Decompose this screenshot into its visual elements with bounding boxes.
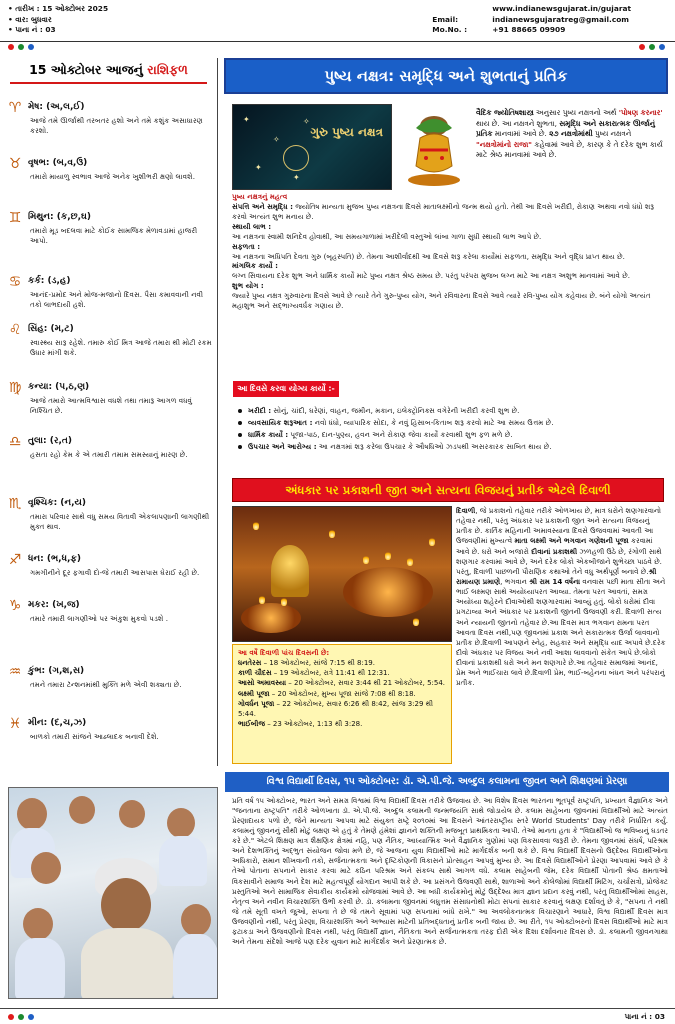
date-key: ધનતેરસ: [238, 659, 262, 668]
text-run: "નક્ષત્રોમાંનો રાજા": [476, 139, 532, 149]
constellation-ring: [283, 145, 309, 171]
zodiac-head: [6, 100, 218, 116]
header-page: • પાના નં : 03: [8, 25, 56, 35]
zodiac-sign-icon: ♈: [8, 100, 22, 116]
importance-point: [232, 232, 668, 242]
task-value: સોનું, ચાંદી, ઘરેણાં, વાહન, જમીન, મકાન, ઇલેક્ટ્રોનિક્સ વગેરેની ખરીદી કરવી શુભ છે.: [271, 406, 520, 415]
header-website[interactable]: www.indianewsgujarat.in/gujarat: [492, 4, 631, 13]
pushya-importance: [232, 192, 668, 311]
point-value: લગ્ન સિવાયના દરેક શુભ અને ધાર્મિક કાર્યો માટે પુષ્ય નક્ષત્ર શ્રેષ્ઠ સમય છે. પરંતુ પરંપરા મુજબ લગ્ન માટે આ નક્ષત્ર અશુભ માનવામાં આવે છે.: [232, 271, 630, 281]
task-value: નવો ધંધો, વ્યાપારિક સોદા, કે નવું હિસાબ-કિતાબ શરૂ કરવો માટે આ સમય ઉત્તમ છે.: [312, 417, 554, 427]
diya-flame: [253, 521, 259, 530]
text-run: શ્રી રામાયણ પ્રમાણે: [456, 566, 657, 586]
importance-point: [232, 271, 668, 281]
zodiac-head: [6, 380, 218, 396]
point-key: શુભ યોગ :: [232, 281, 264, 291]
header-contact: [432, 4, 631, 36]
zodiac-sign-icon: ♏: [8, 496, 22, 512]
tasks-tag: આ દિવસે કરવા યોગ્ય કાર્યો :-: [233, 381, 339, 397]
footer-page-number: પાના નં : 03: [624, 1012, 665, 1021]
dates-list: [238, 658, 446, 729]
zodiac-head: [6, 598, 218, 614]
task-key: વ્યવસાયિક શરૂઆત :: [248, 417, 313, 427]
importance-point: [232, 222, 668, 232]
zodiac-sign-icon: ♊: [8, 210, 22, 226]
zodiac-entry: [6, 156, 218, 182]
text-run: દીવાનાં પ્રકાશથી: [531, 546, 578, 556]
zodiac-entry: [6, 274, 218, 309]
student-face: [23, 908, 53, 940]
date-value: – 23 ઓક્ટોબર, 1:13 થી 3:28.: [264, 719, 363, 728]
diwali-dates-box: [232, 644, 452, 764]
zodiac-sign-icon: ♑: [8, 598, 22, 614]
date-value: – 18 ઓક્ટોબર, સાંજે 7:15 થી 8:19.: [261, 659, 375, 668]
zodiac-name: મીન: (દ,ચ,ઝ): [28, 718, 87, 729]
task-value: આ નક્ષત્રમાં શરૂ કરેલા ઉપચાર કે ઔષધિઓ ઝડપથી અસરકારક સાબિત થાય છે.: [316, 441, 552, 451]
title-underline: [10, 82, 207, 84]
zodiac-entry: [6, 100, 218, 135]
student-face: [31, 852, 61, 884]
text-run: કહેવામાં આવે છે, કારણ કે તે દરેક શુભ કાર્ય માટે શ્રેષ્ઠ માનવામાં આવે છે.: [476, 139, 663, 160]
date-key: લક્ષ્મી પૂજા: [238, 689, 270, 698]
color-dots-right: [639, 44, 665, 50]
importance-heading: પુષ્ય નક્ષત્રનું મહત્વ: [232, 192, 288, 201]
zodiac-head: [6, 552, 218, 568]
point-value: આ નક્ષત્રના અધિપતિ દેવતા ગુરુ (બૃહસ્પતિ) છે. તેમના આશીર્વાદથી આ દિવસે શરૂ કરેલા કાર્યોમાં સફળતા, સમૃદ્ધિ અને વૃદ્ધિ પ્રાપ્ત થાય છે.: [232, 251, 625, 261]
zodiac-entry: [6, 322, 218, 357]
kalash-icon: [396, 104, 472, 190]
text-run: માનવામાં આવે છે.: [492, 129, 550, 139]
zodiac-prediction: તમારો માયાળુ સ્વભાવ આજે અનેક ખુશીભરી ક્ષણો લાવશે.: [30, 172, 195, 181]
diya-flame: [413, 617, 419, 626]
tasks-list: [236, 405, 666, 453]
text-run: વૈદિક જ્યોતિષશાસ્ત્ર: [476, 108, 534, 117]
zodiac-name: મેષ: (અ,લ,ઈ): [28, 102, 85, 113]
importance-points: [232, 202, 668, 311]
zodiac-name: સિંહ: (મ,ટ): [28, 324, 74, 335]
date-key: આસો અમાવસ્યા: [238, 679, 287, 688]
text-run: થાય છે. આ નક્ષત્રને શુભતા,: [476, 118, 560, 128]
kalam-face: [101, 878, 151, 932]
zodiac-name: કર્ક: (ડ,હ): [28, 276, 71, 287]
text-run: શ્રી રામ 14 વર્ષના: [529, 576, 581, 586]
text-run: દિવાળી: [456, 506, 476, 515]
diya-plate: [343, 567, 433, 617]
task-item: [236, 417, 666, 429]
email-label: Email:: [432, 14, 459, 24]
red-dot: [8, 1014, 14, 1020]
point-key: માંગલિક કાર્યો :: [232, 261, 278, 271]
zodiac-entry: [6, 716, 218, 742]
date-key: ગોવર્ધન પૂજા: [238, 699, 275, 708]
zodiac-sign-icon: ♋: [8, 274, 22, 290]
zodiac-name: મિથુન: (ક,છ,ઘ): [28, 212, 91, 223]
point-value: જ્યારે પુષ્ય નક્ષત્ર ગુરુવારના દિવસે આવે છે ત્યારે તેને ગુરુ-પુષ્ય યોગ, અને રવિવારના દિવસે આવે ત્યારે રવિ-પુષ્ય યોગ કહેવાય છે. બંને યોગો અત્યંત મહાશુભ અને સદ્ભાગ્યવર્ધક ગણાય છે.: [232, 291, 651, 311]
star-icon: ✧: [273, 135, 280, 144]
date-item: [238, 678, 446, 688]
mobile-label: Mo.No. :: [432, 25, 468, 35]
red-dot: [8, 44, 14, 50]
star-icon: ✦: [293, 173, 300, 182]
kalam-article: પ્રતિ વર્ષ ૧૫ ઓક્ટોબર, ભારત અને સમગ્ર વિશ્વમાં વિશ્વ વિદ્યાર્થી દિવસ તરીકે ઉજવાય છે. આ વિશેષ દિવસ ભારતના ભૂતપૂર્વ રાષ્ટ્રપતિ, પ્રખ્યાત વૈજ્ઞાનિક અને "જનતાના રાષ્ટ્રપતિ" તરીકે ઓળખાતા ડૉ. એ.પી.જે. અબ્દુલ કલામની જન્મજયંતિ સાથે જોડાયેલ છે. કલામ સાહેબના જીવનમાં વિદ્યાર્થીઓ માટે અત્યંત પ્રેરણાદાયક પળો છે, જેને માન્યતા આપવા માટે સંયુક્ત રાષ્ટ્રે ૨૦૧૦માં આ દિવસને આંતરરાષ્ટ્રીય સ્તરે World Students' Day તરીકે નિર્ધારિત કર્યું. કલામનું જીવનનું સૌથી મોટું લક્ષણ એ હતું કે તેમણે હંમેશાં જ્ઞાનને શક્તિની મજબૂત પ્રાથમિકતા આપી. તેઓ માનતા હતા કે "વિદ્યાર્થીઓ જ ભવિષ્યનું ઘડતર કરે છે." એટલે શિક્ષણ માત્ર શૈક્ષણિક ક્ષેત્રમાં નહિ, પણ નૈતિક, આધ્યાત્મિક અને વૈજ્ઞાનિક ગુણોમાં પણ વિકસાવવા જરૂરી છે. તેમના જીવનમાં સંઘર્ષ, પરિશ્રમ અને દેશભક્તિનું અદ્ભુત સંયોજન જોવા મળે છે, જે આજના યુવા વિદ્યાર્થીઓ માટે માર્ગદર્શક બની શકે છે. વિશ્વ વિદ્યાર્થી દિવસનો ઉદ્દેશ્ય વિદ્યાર્થીઓના અધિકારો, સમાન શીખવાની તકો, સર્જનાત્મકતા અને દૃષ્ટિકોણની વિકાસને પ્રોત્સાહન આપવું મુખ્ય છે. આ દિવસે વિદ્યાર્થીઓને પ્રેરણા આપવામાં આવે છે કે તેઓ પોતાના સપનાને સાકાર કરવા માટે કઠિન પરિશ્રમ અને સંકલ્પ સાથે આગળ વધે. કલામ સાહેબની જેમ, દરેક વિદ્યાર્થી પોતાની શ્રેષ્ઠ ક્ષમતાઓ વિકસાવીને સમાજ અને દેશ માટે મહત્વપૂર્ણ યોગદાન આપી શકે છે. આ પ્રસંગને ઉજવણી સાથે, શાળાઓ અને કોલેજોમાં વિદ્યાર્થી મિટિંગ, ચર્ચાસત્રો, પ્રોજેક્ટ પ્રસ્તુતિઓ અને સામાજિક સેવાકીય કાર્યક્રમો યોજવામાં આવે છે. આ બધી કાર્યક્રમોનું મોટું ઉદ્દેશ્ય માત્ર જ્ઞાન પ્રદાન કરવું નથી, પરંતુ વિદ્યાર્થીઓમાં સાહસ, નેતૃત્વ અને નવીન વિચારશક્તિ ઉભી કરવી છે. ડૉ. કલામના જીવનમાં લઘુત્તમ સંસાધનોથી મોટા સપનાં સાકાર કરવાનું લક્ષણ દર્શાવતું છે કે, "સપના તે નથી જે તમે સૂતી વખતે જુઓ, સપના તે છે જે તમને સૂવામાં પણ સપનામાં બાંધે રાખે." આ અવલોકનાત્મક વિચારણાને આધારે, વિશ્વ વિદ્યાર્થી દિવસ માત્ર ઉજવણીનો નથી, પરંતુ પ્રેરણા, વિચારશક્તિ અને અભ્યાસ માટેની પ્રતિબદ્ધતાનું પ્રતીક બની જાય છે. આ રીતે, ૧૫ ઓક્ટોબરનો દિવસ વિદ્યાર્થીઓ માટે માત્ર ફટાકડા અને ઉજવણીનો દિવસ નથી, પરંતુ વિદ્યાર્થી જ્ઞાન, નૈતિકતા અને સર્જનાત્મકતા તરફ દોરી એક દિશા દર્શાવનાર દિવસ છે. ડૉ. કલામની જીવનગાથા અને તેમના સંદેશો આજે પણ દરેક યુવાન માટે માર્ગદર્શક અને પ્રેરણાત્મક છે.: [232, 796, 668, 946]
star-icon: ✧: [303, 117, 310, 126]
diya-flame: [329, 529, 335, 538]
text-run: ૨૭ નક્ષત્રોમાંથી: [549, 129, 593, 139]
green-dot: [18, 44, 24, 50]
zodiac-prediction: તમને તમારા ટૅન્શનમાંથી મુક્તિ મળે એવી શક્યતા છે.: [30, 680, 182, 689]
zodiac-prediction: સ્વાસ્થ્ય સારૂ રહેશે. તમારુ કોઈ મિત્ર આજે તમારા થી મોટી રકમ ઉધાર માંગી શકે.: [30, 338, 212, 357]
text-run: સમૃદ્ધિ અને સકારાત્મક ઊર્જાનું પ્રતિક: [476, 118, 655, 139]
date-value: – 20 ઓક્ટોબર, સવાર 3:44 થી 21 ઓક્ટોબર, 5:54.: [286, 679, 446, 688]
header-date: • તારીખ : 15 ઓક્ટોબર 2025: [8, 4, 109, 13]
zodiac-entry: [6, 552, 218, 578]
diya-plate: [241, 603, 301, 633]
footer-dots: [8, 1014, 34, 1020]
zodiac-prediction: તમારા પરિવાર સાથે વધુ સમય વિતાવી એકલાપણાની લાગણીથી મુક્ત થાવ.: [30, 512, 210, 531]
point-key: સંપત્તિ અને સમૃદ્ધિ :: [232, 201, 293, 211]
diya-flame: [429, 537, 435, 546]
zodiac-head: [6, 322, 218, 338]
zodiac-prediction: આનંદ-પ્રમોદ અને મોજ-મજાનો દિવસ. પૈસા કમાવવાની નવી તકો લાભદાયી હશે.: [30, 290, 204, 309]
ganesh-idol: [271, 545, 309, 597]
date-key: કાળી ચૌદસ: [238, 669, 272, 678]
blue-dot: [28, 44, 34, 50]
page-footer: [0, 1008, 675, 1024]
diya-flame: [259, 595, 265, 604]
zodiac-sign-icon: ♐: [8, 552, 22, 568]
date-item: [238, 668, 446, 678]
zodiac-name: કુંભ: (ગ,શ,સ): [28, 666, 85, 677]
date-item: [238, 699, 446, 719]
point-key: સ્થાયી લાભ :: [232, 221, 272, 231]
zodiac-prediction: તમારે તમારી લાગણીઓ પર અંકુશ મુકવો પડશે .: [30, 614, 169, 623]
diwali-photo: [232, 506, 452, 642]
pushya-image: [232, 104, 392, 190]
zodiac-prediction: આજે તમારો આત્મવિશ્વાસ વધશે તથા તમારૂ આગળ વધવું નિશ્ચિત છે.: [30, 396, 193, 415]
task-key: ધાર્મિક કાર્યો :: [248, 429, 289, 439]
date-value: – 19 ઓક્ટોબર, રાત્રે 11:41 થી 12:31.: [271, 669, 390, 678]
zodiac-head: [6, 496, 218, 512]
diwali-text: [456, 506, 668, 689]
zodiac-name: વૃશ્ચિક: (ન,ય): [28, 498, 87, 509]
star-icon: ✦: [255, 163, 262, 172]
diya-flame: [281, 597, 287, 606]
dates-heading: આ વર્ષે દિવાળી પાંચ દિવસની છે:: [238, 649, 330, 657]
student-face: [119, 800, 145, 828]
zodiac-name: કન્યા: (પ,ઠ,ણ): [28, 382, 90, 393]
student-shirt: [159, 836, 207, 886]
student-face: [17, 798, 47, 830]
zodiac-entry: [6, 434, 218, 460]
zodiac-sign-icon: ♍: [8, 380, 22, 396]
importance-point: [232, 252, 668, 262]
zodiac-head: [6, 716, 218, 732]
text-run: વનવાસ પછી માતા સીતા અને ભાઈ લક્ષ્મણ સાથે અયોધ્યાપરત આવ્યા. તેમના પરત આવતાં, સમગ્ર અયોધ્યા શહેરને દીવાઓથી શણગારવામાં આવ્યું હતું. લોકો ઘરોમાં દીવા પ્રગટાવ્યા અને અંધકાર પર પ્રકાશની જીતની ઉજવણી કરી. દિવાળી સત્ય અને ન્યાયની જીતનો તહેવાર છે.આ દિવસ માત્ર ભગવાન રામના પરત આવતા દિવસ નથી,પણ જીવનમાં પ્રકાશ અને સકારાત્મક ઉર્જા લાવવાનો પ્રતીક છે.દિવાળી આપણને સ્નેહ, સહકાર અને સમૃદ્ધિ યાદ અપાવે છે.દરેક દીવો અંધકાર પર વિજય અને નવી આશા લાવવાનો સંકેત આપે છે.લોકો દીવાનાં પ્રકાશથી ઘરો અને મન શણગારે છે.આ તહેવાર સમાજમાં આનંદ, પ્રેમ અને ભાઈચારા લાવે છે.દિવાળી પ્રેમ, ભાઈ-બહેનના બંધન અને પરંપરાનું પ્રતીક.: [456, 576, 666, 688]
zodiac-sign-icon: ♎: [8, 434, 22, 450]
text-run: , ભગવાન: [500, 576, 530, 586]
zodiac-head: [6, 210, 218, 226]
zodiac-sign-icon: ♉: [8, 156, 22, 172]
zodiac-prediction: આજે તમે ઊર્જાથી તરબતર હશો અને તમે કશુંક અસાધારણ કરશો.: [30, 116, 203, 135]
zodiac-name: વૃષભ: (બ,વ,ઉ): [28, 158, 88, 169]
zodiac-name: મકર: (ખ,જ): [28, 600, 80, 611]
kalam-banner: વિશ્વ વિદ્યાર્થી દિવસ, ૧૫ ઓક્ટોબર: ડૉ. એ.પી.જે. અબ્દુલ કલામના જીવન અને શિક્ષણમાં પ્રેરણા: [225, 772, 669, 792]
rashifal-title: 15 ઓક્ટોબર આજનું રાશિફળ: [29, 62, 188, 77]
header-day: • વાર: બુધવાર: [8, 14, 52, 24]
kalam-photo: [8, 787, 218, 999]
task-value: પૂજા-પાઠ, દાન-પુણ્ય, હવન અને રોકાણ જેવા કાર્યો કરવાથી શુભ ફળ મળે છે.: [288, 429, 513, 439]
pushya-image-caption: ગુરુ પુષ્ય નક્ષત્ર: [310, 125, 383, 139]
zodiac-sign-icon: ♒: [8, 664, 22, 680]
student-face: [69, 796, 95, 824]
diya-flame: [385, 551, 391, 560]
text-run: ઝળહળી ઉઠે છે, રંગોળી સાથે શણગાર કરવામાં આવે છે, અને દરેક લોકો એકબીજાને શુભેચ્છા પાઠવે છે. પરંતુ, દિવાળી પાછળની પૌરાણિક કથાઓ તેને વધુ અર્થપૂર્ણ બનાવે છે.: [456, 546, 662, 576]
importance-point: [232, 281, 668, 291]
header-mobile: +91 88665 09909: [492, 25, 566, 35]
green-dot: [649, 44, 655, 50]
text-run: 'પોષણ કરનાર': [618, 108, 663, 117]
zodiac-sign-icon: ♌: [8, 322, 22, 338]
diya-flame: [407, 557, 413, 566]
student-shirt: [173, 934, 218, 999]
zodiac-prediction: હસતા રહો કેમ કે એ તમારી તમામ સમસ્યાનું મારણ છે.: [30, 450, 188, 459]
header-email[interactable]: indianewsgujaratreg@gmail.com: [492, 14, 629, 24]
kalam-suit: [81, 928, 173, 999]
student-face: [181, 904, 211, 936]
diya-flame: [363, 555, 369, 564]
task-key: ખરીદી :: [248, 406, 272, 415]
zodiac-name: તુલા: (ર,ત): [28, 436, 72, 447]
date-value: – 22 ઓક્ટોબર, સવાર 6:26 થી 8:42, સાંજ 3:29 થી 5:44.: [238, 699, 434, 718]
zodiac-head: [6, 664, 218, 680]
blue-dot: [659, 44, 665, 50]
text-run: અનુસાર પુષ્ય નક્ષત્રનો અર્થ: [533, 108, 619, 117]
importance-point: [232, 261, 668, 271]
zodiac-head: [6, 156, 218, 172]
green-dot: [18, 1014, 24, 1020]
date-item: [238, 658, 446, 668]
student-shirt: [15, 938, 65, 999]
red-dot: [639, 44, 645, 50]
header-meta: [8, 4, 108, 36]
zodiac-prediction: ગમગીનીને દૂર ફગાવી દો-જે તમારી આસપાસ ઘેરાઈ રહી છે.: [30, 568, 200, 577]
importance-point: [232, 202, 668, 222]
date-item: [238, 719, 446, 729]
diwali-banner: અંધકાર પર પ્રકાશની જીત અને સત્યના વિજયનું પ્રતીક એટલે દિવાળી: [232, 478, 664, 502]
star-icon: ✦: [243, 115, 250, 124]
text-run: માતા લક્ષ્મી અને ભગવાન ગણેશની પૂજા: [514, 536, 629, 546]
importance-point: [232, 242, 668, 252]
zodiac-sign-icon: ♓: [8, 716, 22, 732]
text-run: પુષ્ય નક્ષત્રને: [592, 129, 632, 139]
task-item: [236, 441, 666, 453]
date-value: – 20 ઓક્ટોબર, મુખ્ય પૂજા સાંજે 7:08 થી 8:18.: [269, 689, 416, 698]
date-item: [238, 689, 446, 699]
zodiac-entry: [6, 598, 218, 624]
color-dots-left: [8, 44, 34, 50]
point-key: સફળતા :: [232, 241, 261, 251]
date-key: ભાઈબીજ: [238, 719, 265, 728]
pushya-intro: [476, 108, 668, 161]
zodiac-entry: [6, 380, 218, 415]
zodiac-head: [6, 434, 218, 450]
pushya-banner: પુષ્ય નક્ષત્ર: સમૃદ્ધિ અને શુભતાનું પ્રતિક: [224, 58, 668, 94]
text-run: કરવામાં આવે છે. ઘરો અને બજારો: [456, 536, 653, 556]
point-value: આ નક્ષત્રના સ્વામી શનિદેવ હોવાથી, આ સમયગાળામાં ખરીદેલી વસ્તુઓ લાંબા ગાળા સુધી સ્થાયી લાભ આપે છે.: [232, 231, 542, 241]
zodiac-prediction: તમારો મૂડ બદલવા માટે કોઈક સામજિક મેળાવડામાં હાજરી આપો.: [30, 226, 198, 245]
task-item: [236, 405, 666, 417]
blue-dot: [28, 1014, 34, 1020]
zodiac-entry: [6, 496, 218, 531]
text-run: , જે પ્રકાશનો તહેવાર તરીકે ઓળખાય છે, માત્ર ઘરોને શણગારવાનો તહેવાર નથી, પરંતુ અંધકાર પર પ્રકાશની જીત અને સત્યના વિજયનું પ્રતીક છે. કાર્તિક મહિનાની અમાવસ્યાના દિવસે ઉજવવામાં આવતી આ ઉજવણીમાં મુખ્યત્વે: [456, 506, 662, 546]
zodiac-head: [6, 274, 218, 290]
task-key: ઉપચાર અને આરોગ્ય :: [248, 441, 317, 451]
page-header: [0, 0, 675, 42]
task-item: [236, 429, 666, 441]
rashifal-sidebar: [6, 58, 218, 766]
zodiac-entry: [6, 664, 218, 690]
point-value: જ્યોતિષ માન્યતા મુજબ પુષ્ય નક્ષત્રના દિવસે માતાલક્ષ્મીનો જન્મ થયો હતો. તેથી આ દિવસે ખરીદી, રોકાણ અથવા નવો ધંધો શરૂ કરવો અત્યંત શુભ મનાય છે.: [232, 201, 655, 221]
zodiac-prediction: બાળકો તમારી સાંજને આહ્લાદક બનાવી દેશે.: [30, 732, 159, 741]
student-face: [167, 808, 195, 838]
importance-point: [232, 291, 668, 311]
zodiac-name: ધન: (ભ,ધ,ફ): [28, 554, 81, 565]
zodiac-entry: [6, 210, 218, 245]
